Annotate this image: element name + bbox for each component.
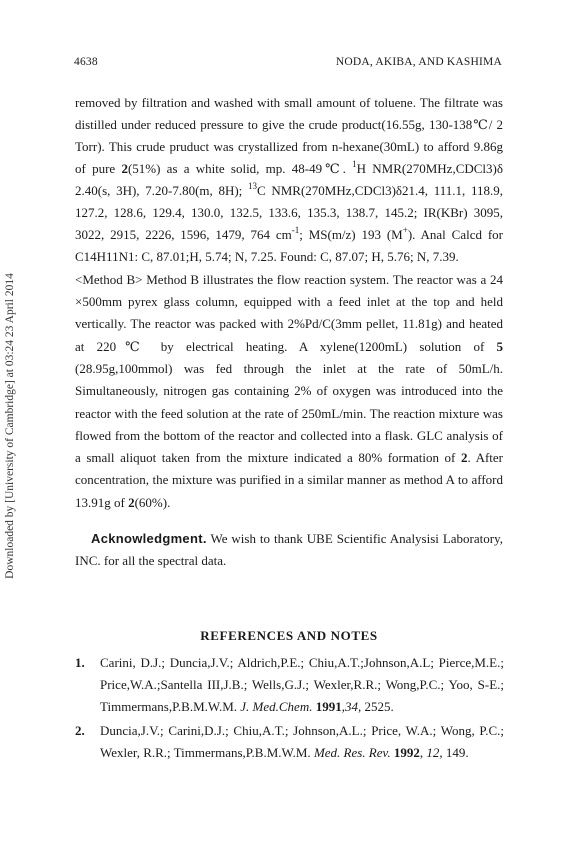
reference-line: Carini, D.J.; Duncia,J.V.; Aldrich,P.E.; Chiu,A.T.;Johnson,A.L; Pierce,M.E.; [100, 655, 504, 670]
body-line: 3022, 2915, 2226, 1596, 1479, 764 $cm^{-1}$; MS(m/z) 193 (M+). Anal Calcd for [75, 225, 503, 242]
body-line: at 220℃ by electrical heating. A xylene(1200mL) solution of 5 [75, 339, 503, 354]
page-header [74, 56, 502, 72]
running-title: NODA, AKIBA, AND KASHIMA [335, 56, 502, 68]
body-line: C14H11N1: C, 87.01;H, 5.74; N, 7.25. Found: C, 87.07; H, 5.76; N, 7.39. [75, 249, 459, 264]
body-line: concentration, the mixture was purified in a similar manner as method A to afford [75, 472, 503, 487]
body-line: 13.91g of 2(60%). [75, 495, 171, 510]
body-line: (28.95g,100mmol) was fed through the inlet at the rate of 50mL/h. [75, 361, 503, 376]
body-line: flowed from the bottom of the reactor and collected into a flask. GLC analysis of [75, 428, 503, 443]
body-line: Simultaneously, nitrogen gas containing 2% of oxygen was introduced into the [75, 383, 503, 398]
body-line: a small aliquot taken from the mixture indicated a 80% formation of 2. After [75, 450, 503, 465]
acknowledgment-label: Acknowledgment. [91, 531, 207, 546]
body-line: ×500mm pyrex glass column, equipped with a feed inlet at the top and held [75, 294, 503, 309]
body-line: removed by filtration and washed with small amount of toluene. The filtrate was [75, 95, 503, 110]
page-number: 4638 [74, 56, 98, 68]
acknowledgment: Acknowledgment. We wish to thank UBE Scientific Analysisi Laboratory, [91, 531, 503, 546]
reference-line: Price,W.A.;Santella III,J.B.; Wells,G.J.; Wexler,R.R.; Wong,P.C.; Yoo, S-E.; [100, 677, 504, 692]
references-heading: REFERENCES AND NOTES [200, 628, 378, 643]
body-line: <Method B> Method B illustrates the flow reaction system. The reactor was a 24 [75, 272, 503, 287]
download-watermark: Downloaded by [University of Cambridge] at 03:24 23 April 2014 [4, 273, 16, 579]
body-line: 2.40(s, 3H), 7.20-7.80(m, 8H); $^{13}$C NMR(270MHz,CDCl3)δ21.4, 111.1, 118.9, [75, 181, 503, 198]
body-line: 127.2, 128.6, 129.4, 130.0, 132.5, 133.6, 135.3, 138.7, 145.2; IR(KBr) 3095, [75, 205, 503, 220]
body-line: of pure 2(51%) as a white solid, mp. 48-49℃. $^1$H NMR(270MHz,CDCl3)δ [75, 159, 504, 176]
reference-line: Timmermans,P.B.M.W.M. J. Med.Chem. 1991,34, 2525. [100, 699, 394, 714]
reference-line: Wexler, R.R.; Timmermans,P.B.M.W.M. Med. Res. Rev. 1992, 12, 149. [100, 745, 469, 760]
reference-number: 2. [75, 723, 85, 738]
reference-number: 1. [75, 655, 85, 670]
body-line: reactor with the feed solution at the rate of 250mL/min. The reaction mixture was [75, 406, 503, 421]
body-line: vertically. The reactor was packed with 2%Pd/C(3mm pellet, 11.81g) and heated [75, 316, 503, 331]
body-line: INC. for all the spectral data. [75, 553, 227, 568]
reference-line: Duncia,J.V.; Carini,D.J.; Chiu,A.T.; Johnson,A.L.; Price, W.A.; Wong, P.C.; [100, 723, 504, 738]
body-line: Torr). This crude pruduct was crystallized from n-hexane(30mL) to afford 9.86g [75, 139, 503, 154]
body-line: distilled under reduced pressure to give the crude product(16.55g, 130-138℃/ 2 [75, 117, 503, 132]
